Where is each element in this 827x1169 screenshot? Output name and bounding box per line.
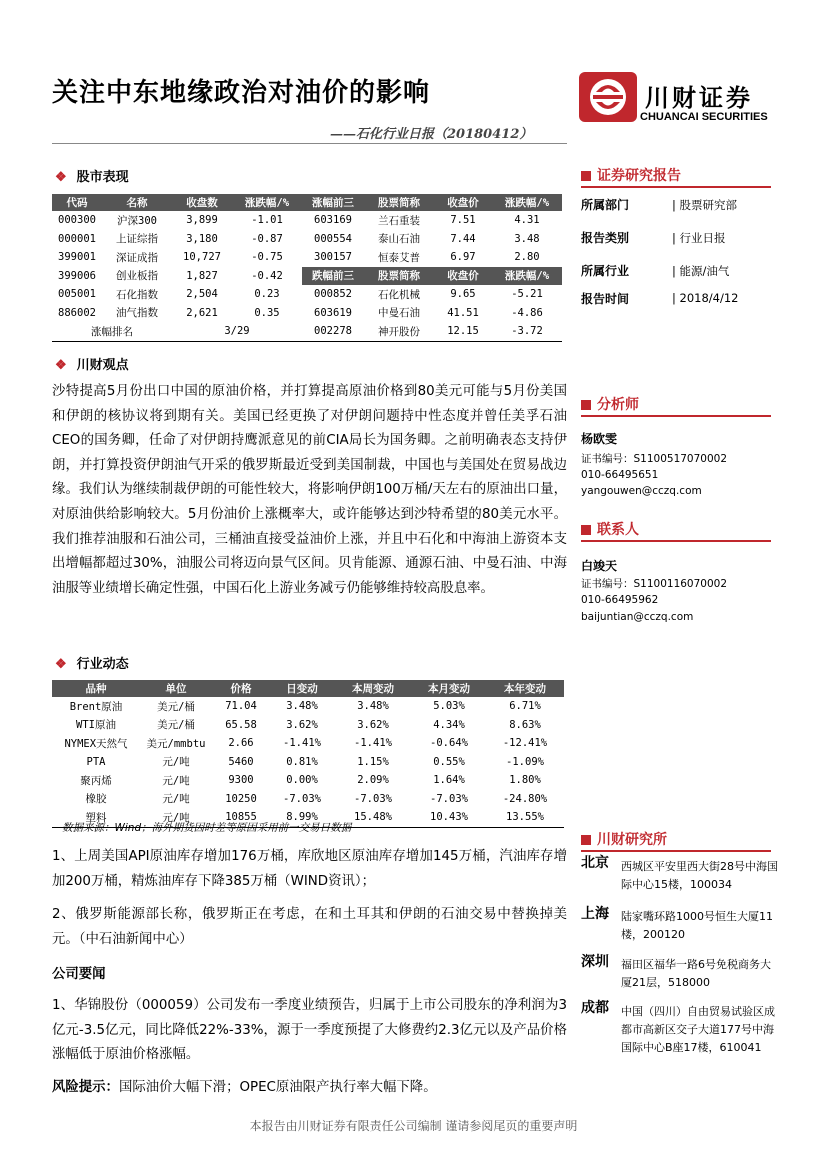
table-header: 股票简称 — [364, 194, 434, 211]
contact-phone: 010-66495962 — [581, 594, 659, 606]
table-cell: 泰山石油 — [378, 233, 420, 246]
table-cell: 7.51 — [450, 214, 476, 227]
industry-section-title: ❖ 行业动态 — [55, 657, 129, 672]
table-cell: 2.80 — [514, 251, 540, 264]
table-row — [52, 771, 564, 790]
table-header: 本年变动 — [486, 680, 564, 697]
industry-news-2: 2、俄罗斯能源部长称，俄罗斯正在考虑，在和土耳其和伊朗的石油交易中替换掉美元。（中石油新闻中心） — [52, 907, 567, 947]
table-cell: 41.51 — [447, 306, 479, 319]
table-header: 本月变动 — [412, 680, 486, 697]
industry-table — [52, 680, 564, 828]
diamond-icon: ❖ — [55, 657, 67, 672]
table-cell: WTI原油 — [76, 719, 116, 732]
contact-head: 联系人 — [581, 519, 639, 539]
meta-label-type: 报告类别 — [581, 231, 630, 245]
table-row — [52, 697, 564, 716]
table-cell: 603619 — [314, 306, 352, 319]
analyst-phone: 010-66495651 — [581, 469, 659, 481]
table-cell: 3,899 — [186, 214, 218, 227]
table-cell: 1,827 — [186, 269, 218, 282]
table-row — [52, 230, 562, 249]
table-cell: 9300 — [228, 774, 254, 787]
table-row — [52, 734, 564, 753]
table-cell: 3.62% — [357, 718, 389, 731]
table-cell: 12.15 — [447, 325, 479, 338]
table-cell: -0.42 — [251, 269, 283, 282]
table-cell: 元/吨 — [162, 793, 190, 806]
table-cell: 0.81% — [286, 755, 318, 768]
table-cell: 元/吨 — [162, 811, 190, 824]
table-row — [52, 753, 564, 772]
analyst-name: 杨欧雯 — [581, 432, 618, 446]
table-header: 涨跌幅/% — [492, 194, 562, 211]
table-cell: Brent原油 — [69, 700, 123, 713]
table-cell: -0.75 — [251, 251, 283, 264]
table-cell: -1.41% — [354, 737, 392, 750]
company-news-1: 1、华锦股份（000059）公司发布一季度业绩预告，归属于上市公司股东的净利润为3亿元-3.5亿元，同比降低22%-33%，源于一季度预提了大修费约2.3亿元以及产品价格涨幅低于原油价格涨幅。 — [52, 998, 567, 1063]
industry-news-1: 1、上周美国API原油库存增加176万桶，库欣地区原油库存增加145万桶，汽油库存增加200万桶，精炼油库存下降385万桶（WIND资讯）； — [52, 849, 567, 889]
table-cell: -5.21 — [511, 288, 543, 301]
office-address: 西城区平安里西大街28号中海国际中心15楼，100034 — [621, 860, 778, 891]
risk-notice — [52, 1076, 567, 1101]
table-cell: 300157 — [314, 251, 352, 264]
table-cell: -12.41% — [502, 737, 548, 750]
table-cell: -1.09% — [506, 755, 544, 768]
market-header-row — [52, 194, 562, 211]
table-cell: 沪深300 — [117, 214, 157, 227]
office-city: 深圳 — [581, 954, 609, 970]
report-type-head: 证券研究报告 — [581, 165, 681, 185]
sidebar-divider — [581, 540, 771, 542]
table-header: 收盘价 — [434, 267, 492, 286]
table-cell: 10250 — [225, 792, 257, 805]
table-cell: -7.03% — [283, 792, 321, 805]
table-cell: 603169 — [314, 214, 352, 227]
table-cell: 13.55% — [506, 811, 544, 824]
table-cell: 3,180 — [186, 232, 218, 245]
table-header: 涨幅前三 — [302, 194, 364, 211]
table-cell: 3.48 — [514, 232, 540, 245]
table-header: 跌幅前三 — [302, 267, 364, 286]
table-cell: 1.15% — [357, 755, 389, 768]
sidebar-divider — [581, 415, 771, 417]
table-cell: 元/吨 — [162, 774, 190, 787]
table-header: 代码 — [52, 194, 102, 211]
table-cell: -0.87 — [251, 232, 283, 245]
contact-email[interactable]: baijuntian@cczq.com — [581, 611, 694, 623]
table-cell: 000001 — [58, 232, 96, 245]
company-section-title: 公司要闻 — [52, 967, 106, 982]
table-row — [52, 304, 562, 323]
table-cell: 创业板指 — [116, 270, 158, 283]
meta-label-dept: 所属部门 — [581, 198, 630, 212]
table-header: 涨跌幅/% — [492, 267, 562, 286]
table-cell: 0.55% — [433, 755, 465, 768]
table-cell: 65.58 — [225, 718, 257, 731]
table-cell: 石化指数 — [116, 288, 158, 301]
table-cell: -24.80% — [502, 792, 548, 805]
sidebar-divider — [581, 186, 771, 188]
table-cell: 2.09% — [357, 774, 389, 787]
table-cell: 4.31 — [514, 214, 540, 227]
office-city: 北京 — [581, 855, 609, 871]
table-cell: -4.86 — [511, 306, 543, 319]
table-cell: 7.44 — [450, 232, 476, 245]
table-cell: 0.35 — [254, 306, 280, 319]
table-cell: 0.23 — [254, 288, 280, 301]
table-cell: 上证综指 — [116, 233, 158, 246]
footer-disclaimer: 本报告由川财证券有限责任公司编制 谨请参阅尾页的重要声明 — [249, 1119, 578, 1133]
table-cell: 8.99% — [286, 811, 318, 824]
table-cell: 中曼石油 — [378, 307, 420, 320]
table-cell: 1.80% — [509, 774, 541, 787]
table-cell: 6.71% — [509, 700, 541, 713]
table-cell: NYMEX天然气 — [64, 737, 128, 750]
table-header: 品种 — [52, 680, 140, 697]
table-cell: 油气指数 — [116, 307, 158, 320]
risk-text: 国际油价大幅下滑；OPEC原油限产执行率大幅下降。 — [118, 1080, 437, 1095]
table-cell: 元/吨 — [162, 756, 190, 769]
table-cell: 兰石重装 — [378, 214, 420, 227]
table-row — [52, 267, 562, 286]
meta-value-type: | 行业日报 — [672, 231, 726, 245]
table-cell: 10.43% — [430, 811, 468, 824]
table-row — [52, 248, 562, 267]
office-address: 福田区福华一路6号免税商务大厦21层，518000 — [621, 958, 771, 989]
table-header: 价格 — [212, 680, 270, 697]
table-cell: 聚丙烯 — [80, 774, 112, 787]
table-cell: 深证成指 — [116, 251, 158, 264]
table-cell: -3.72 — [511, 325, 543, 338]
table-cell: 5.03% — [433, 700, 465, 713]
table-row — [52, 790, 564, 809]
table-header: 日变动 — [270, 680, 334, 697]
risk-label: 风险提示： — [52, 1080, 119, 1095]
table-cell: 9.65 — [450, 288, 476, 301]
analyst-head: 分析师 — [581, 394, 639, 414]
meta-label-industry: 所属行业 — [581, 264, 630, 278]
meta-value-date: | 2018/4/12 — [672, 291, 739, 305]
diamond-icon: ❖ — [55, 170, 67, 185]
table-cell: 美元/mmbtu — [146, 737, 206, 750]
table-cell: 10,727 — [183, 251, 221, 264]
contact-name: 白竣天 — [581, 559, 618, 573]
square-bullet-icon — [581, 400, 591, 410]
analyst-cert: 证书编号：S1100517070002 — [581, 453, 728, 465]
table-cell: 5460 — [228, 755, 254, 768]
table-cell: 002278 — [314, 325, 352, 338]
meta-value-industry: | 能源/油气 — [672, 264, 730, 278]
table-cell: 000554 — [314, 232, 352, 245]
analyst-email[interactable]: yangouwen@cczq.com — [581, 485, 702, 497]
table-cell: 4.34% — [433, 718, 465, 731]
table-cell: 美元/桶 — [157, 719, 195, 732]
office-city: 上海 — [581, 906, 609, 922]
table-cell: 涨幅排名 — [91, 325, 133, 338]
table-header: 涨跌幅/% — [232, 194, 302, 211]
table-cell: 005001 — [58, 288, 96, 301]
table-header: 股票简称 — [364, 267, 434, 286]
table-cell: 71.04 — [225, 700, 257, 713]
office-address: 中国（四川）自由贸易试验区成都市高新区交子大道177号中海国际中心B座17楼，610041 — [621, 1005, 775, 1054]
data-source-note: 数据来源：Wind；海外期货因时差等原因采用前一交易日数据 — [62, 822, 352, 834]
table-cell: 石化机械 — [378, 288, 420, 301]
table-row — [52, 211, 562, 230]
contact-cert: 证书编号：S1100116070002 — [581, 578, 728, 590]
table-row — [52, 322, 562, 341]
table-cell: 399006 — [58, 269, 96, 282]
table-header: 名称 — [102, 194, 172, 211]
table-cell: 15.48% — [354, 811, 392, 824]
market-section-title: ❖ 股市表现 — [55, 170, 129, 185]
table-cell: 000852 — [314, 288, 352, 301]
institute-head: 川财研究所 — [581, 829, 667, 849]
table-cell: 2,621 — [186, 306, 218, 319]
table-cell: 0.00% — [286, 774, 318, 787]
table-header: 本周变动 — [334, 680, 412, 697]
page-subtitle: ——石化行业日报（20180412） — [330, 127, 533, 142]
table-cell: 3.62% — [286, 718, 318, 731]
header-divider — [52, 143, 567, 144]
table-cell: 3/29 — [224, 325, 250, 338]
square-bullet-icon — [581, 525, 591, 535]
brand-name-cn: 川财证券 — [645, 84, 753, 112]
diamond-icon: ❖ — [55, 358, 67, 373]
view-paragraph: 沙特提高5月份出口中国的原油价格，并打算提高原油价格到80美元可能与5月份美国和伊朗的核协议将到期有关。美国已经更换了对伊朗问题持中性态度并曾任美孚石油CEO的国务卿，任命了对伊朗持鹰派意见的前CIA局长为国务卿。之前明确表态支持伊朗，并打算投资伊朗油气开采的俄罗斯最近受到美国制裁，中国也与美国处在贸易战边缘。我们认为继续制裁伊朗的可能性较大，将影响伊朗100万桶/天左右的原油出口量，对原油供给影响较大。5月份油价上涨概率大，或许能够达到沙特希望的80美元水平。我们推荐油服和石油公司，三桶油直接受益油价上涨，并且中石化和中海油上游资本支出增幅都超过30%，油服公司将迈向景气区间。贝肯能源、通源石油、中曼石油、中海油服等业绩增长确定性强，中国石化上游业务减亏仍能够维持较高股息率。 — [52, 384, 567, 596]
sidebar-divider — [581, 850, 771, 852]
table-cell: 1.64% — [433, 774, 465, 787]
table-cell: 399001 — [58, 251, 96, 264]
table-cell: -1.41% — [283, 737, 321, 750]
industry-header-row — [52, 680, 564, 697]
market-table — [52, 194, 562, 342]
table-cell: -7.03% — [354, 792, 392, 805]
office-city: 成都 — [581, 1000, 609, 1016]
square-bullet-icon — [581, 835, 591, 845]
table-cell: -0.64% — [430, 737, 468, 750]
table-cell: 886002 — [58, 306, 96, 319]
square-bullet-icon — [581, 171, 591, 181]
table-header: 收盘数 — [172, 194, 232, 211]
table-cell: -1.01 — [251, 214, 283, 227]
table-cell: 8.63% — [509, 718, 541, 731]
table-row — [52, 285, 562, 304]
table-cell: 塑料 — [85, 811, 107, 824]
table-cell: 3.48% — [286, 700, 318, 713]
page-title: 关注中东地缘政治对油价的影响 — [52, 78, 431, 108]
table-cell: 恒泰艾普 — [378, 251, 420, 264]
view-section-title: ❖ 川财观点 — [55, 358, 129, 373]
table-cell: 6.97 — [450, 251, 476, 264]
office-address: 陆家嘴环路1000号恒生大厦11楼，200120 — [621, 910, 773, 941]
table-cell: 美元/桶 — [157, 700, 195, 713]
table-cell: 10855 — [225, 811, 257, 824]
table-cell: PTA — [86, 755, 106, 768]
table-cell: -7.03% — [430, 792, 468, 805]
table-header: 收盘价 — [434, 194, 492, 211]
brand-logo — [579, 72, 637, 122]
table-cell: 橡胶 — [85, 793, 107, 806]
meta-label-date: 报告时间 — [581, 292, 630, 306]
table-row — [52, 716, 564, 735]
table-header: 单位 — [140, 680, 212, 697]
table-cell: 神开股份 — [378, 325, 420, 338]
table-cell: 000300 — [58, 214, 96, 227]
brand-name-en: CHUANCAI SECURITIES — [640, 111, 768, 123]
table-cell: 2,504 — [186, 288, 218, 301]
table-cell: 2.66 — [228, 737, 254, 750]
meta-value-dept: | 股票研究部 — [672, 198, 738, 212]
table-cell: 3.48% — [357, 700, 389, 713]
